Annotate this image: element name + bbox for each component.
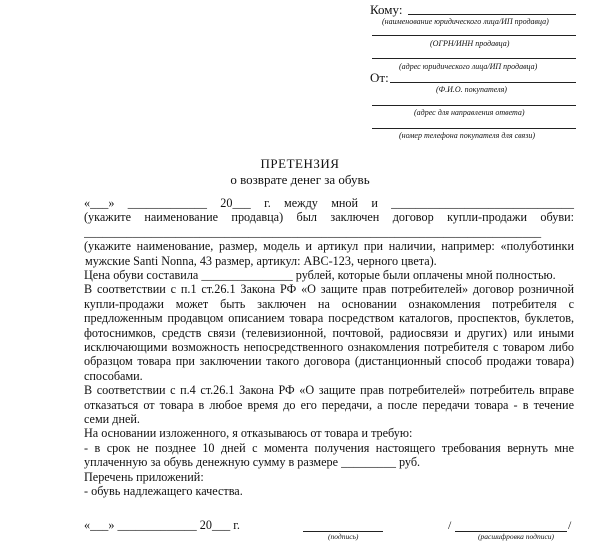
document-title: ПРЕТЕНЗИЯ [260,156,340,171]
law-clause1-line1: В соответствии с п.1 ст.26.1 Закона РФ «О защите прав потребителей» договор розничной [84,282,574,297]
law-clause4-line3: семи дней. [84,412,140,427]
to-line [408,14,576,15]
from-label: От: [370,70,389,85]
law-clause1-line2: купли-продажи может быть заключен на основании ознакомления потребителя с [84,296,574,311]
contract-date-line: «___» _____________ 20___ г. между мной и ______________________________ [84,196,574,210]
law-clause1-line3: предложенным продавцом описанием товара посредством каталогов, проспектов, буклетов, [84,311,574,326]
attachments-heading: Перечень приложений: [84,469,204,484]
signature-slash-left: / [448,518,452,532]
to-label: Кому: [370,2,403,17]
product-example-line: мужские Santi Nonna, 43 размер, артикул: ABC-123, черного цвета). [85,253,437,268]
reply-address-caption: (адрес для направления ответа) [414,108,525,117]
address-caption: (адрес юридического лица/ИП продавца) [399,62,538,71]
product-hint-line: (укажите наименование, размер, модель и артикул при наличии, например: «полуботинки [84,239,574,254]
signature-caption: (подпись) [328,532,359,541]
claim-body [84,196,574,499]
fio-caption: (Ф.И.О. покупателя) [436,85,507,94]
reply-address-line [372,105,576,106]
signature-slash-right: / [568,518,572,532]
law-clause4-line2: отказаться от товара в любое время до его передачи, а после передачи товара - в течение [84,397,574,412]
law-clause1-line5: исключающими возможность непосредственного ознакомления потребителя с товаром либо [84,340,574,355]
price-line: Цена обуви составила _______________ рублей, которые были оплачены мной полностью. [84,268,556,283]
ogrn-line [372,35,576,36]
footer-date: «___» _____________ 20___ г. [84,518,240,532]
document-subtitle: о возврате денег за обувь [230,172,370,187]
phone-caption: (номер телефона покупателя для связи) [399,131,535,140]
demand-intro-line: На основании изложенного, я отказываюсь от товара и требую: [84,426,413,441]
from-line [390,82,576,83]
phone-line [372,128,576,129]
law-clause4-line1: В соответствии с п.4 ст.26.1 Закона РФ «О защите прав потребителей» потребитель вправе [84,383,574,398]
law-clause1-line6: образцом товара при заключении такого договора (дистанционный способ продажи товара) [84,354,574,369]
ogrn-caption: (ОГРН/ИНН продавца) [430,39,510,48]
law-clause1-line4: фотоснимков, средств связи (телевизионной, почтовой, радиосвязи и других) или иными [84,325,574,340]
demand-refund-line2: уплаченную за обувь денежную сумму в размере _________ руб. [84,455,421,470]
address-line [372,58,576,59]
law-clause1-line7: способами. [84,368,143,383]
decoding-caption: (расшифровка подписи) [478,532,555,541]
to-caption: (наименование юридического лица/ИП продавца) [382,17,549,26]
seller-line: (укажите наименование продавца) был заключен договор купли-продажи обуви: ___________________________________________________________________________ [84,210,574,239]
attachment-item: - обувь надлежащего качества. [84,484,243,499]
demand-refund-line1: - в срок не позднее 10 дней с момента получения настоящего требования вернуть мне [84,440,574,455]
